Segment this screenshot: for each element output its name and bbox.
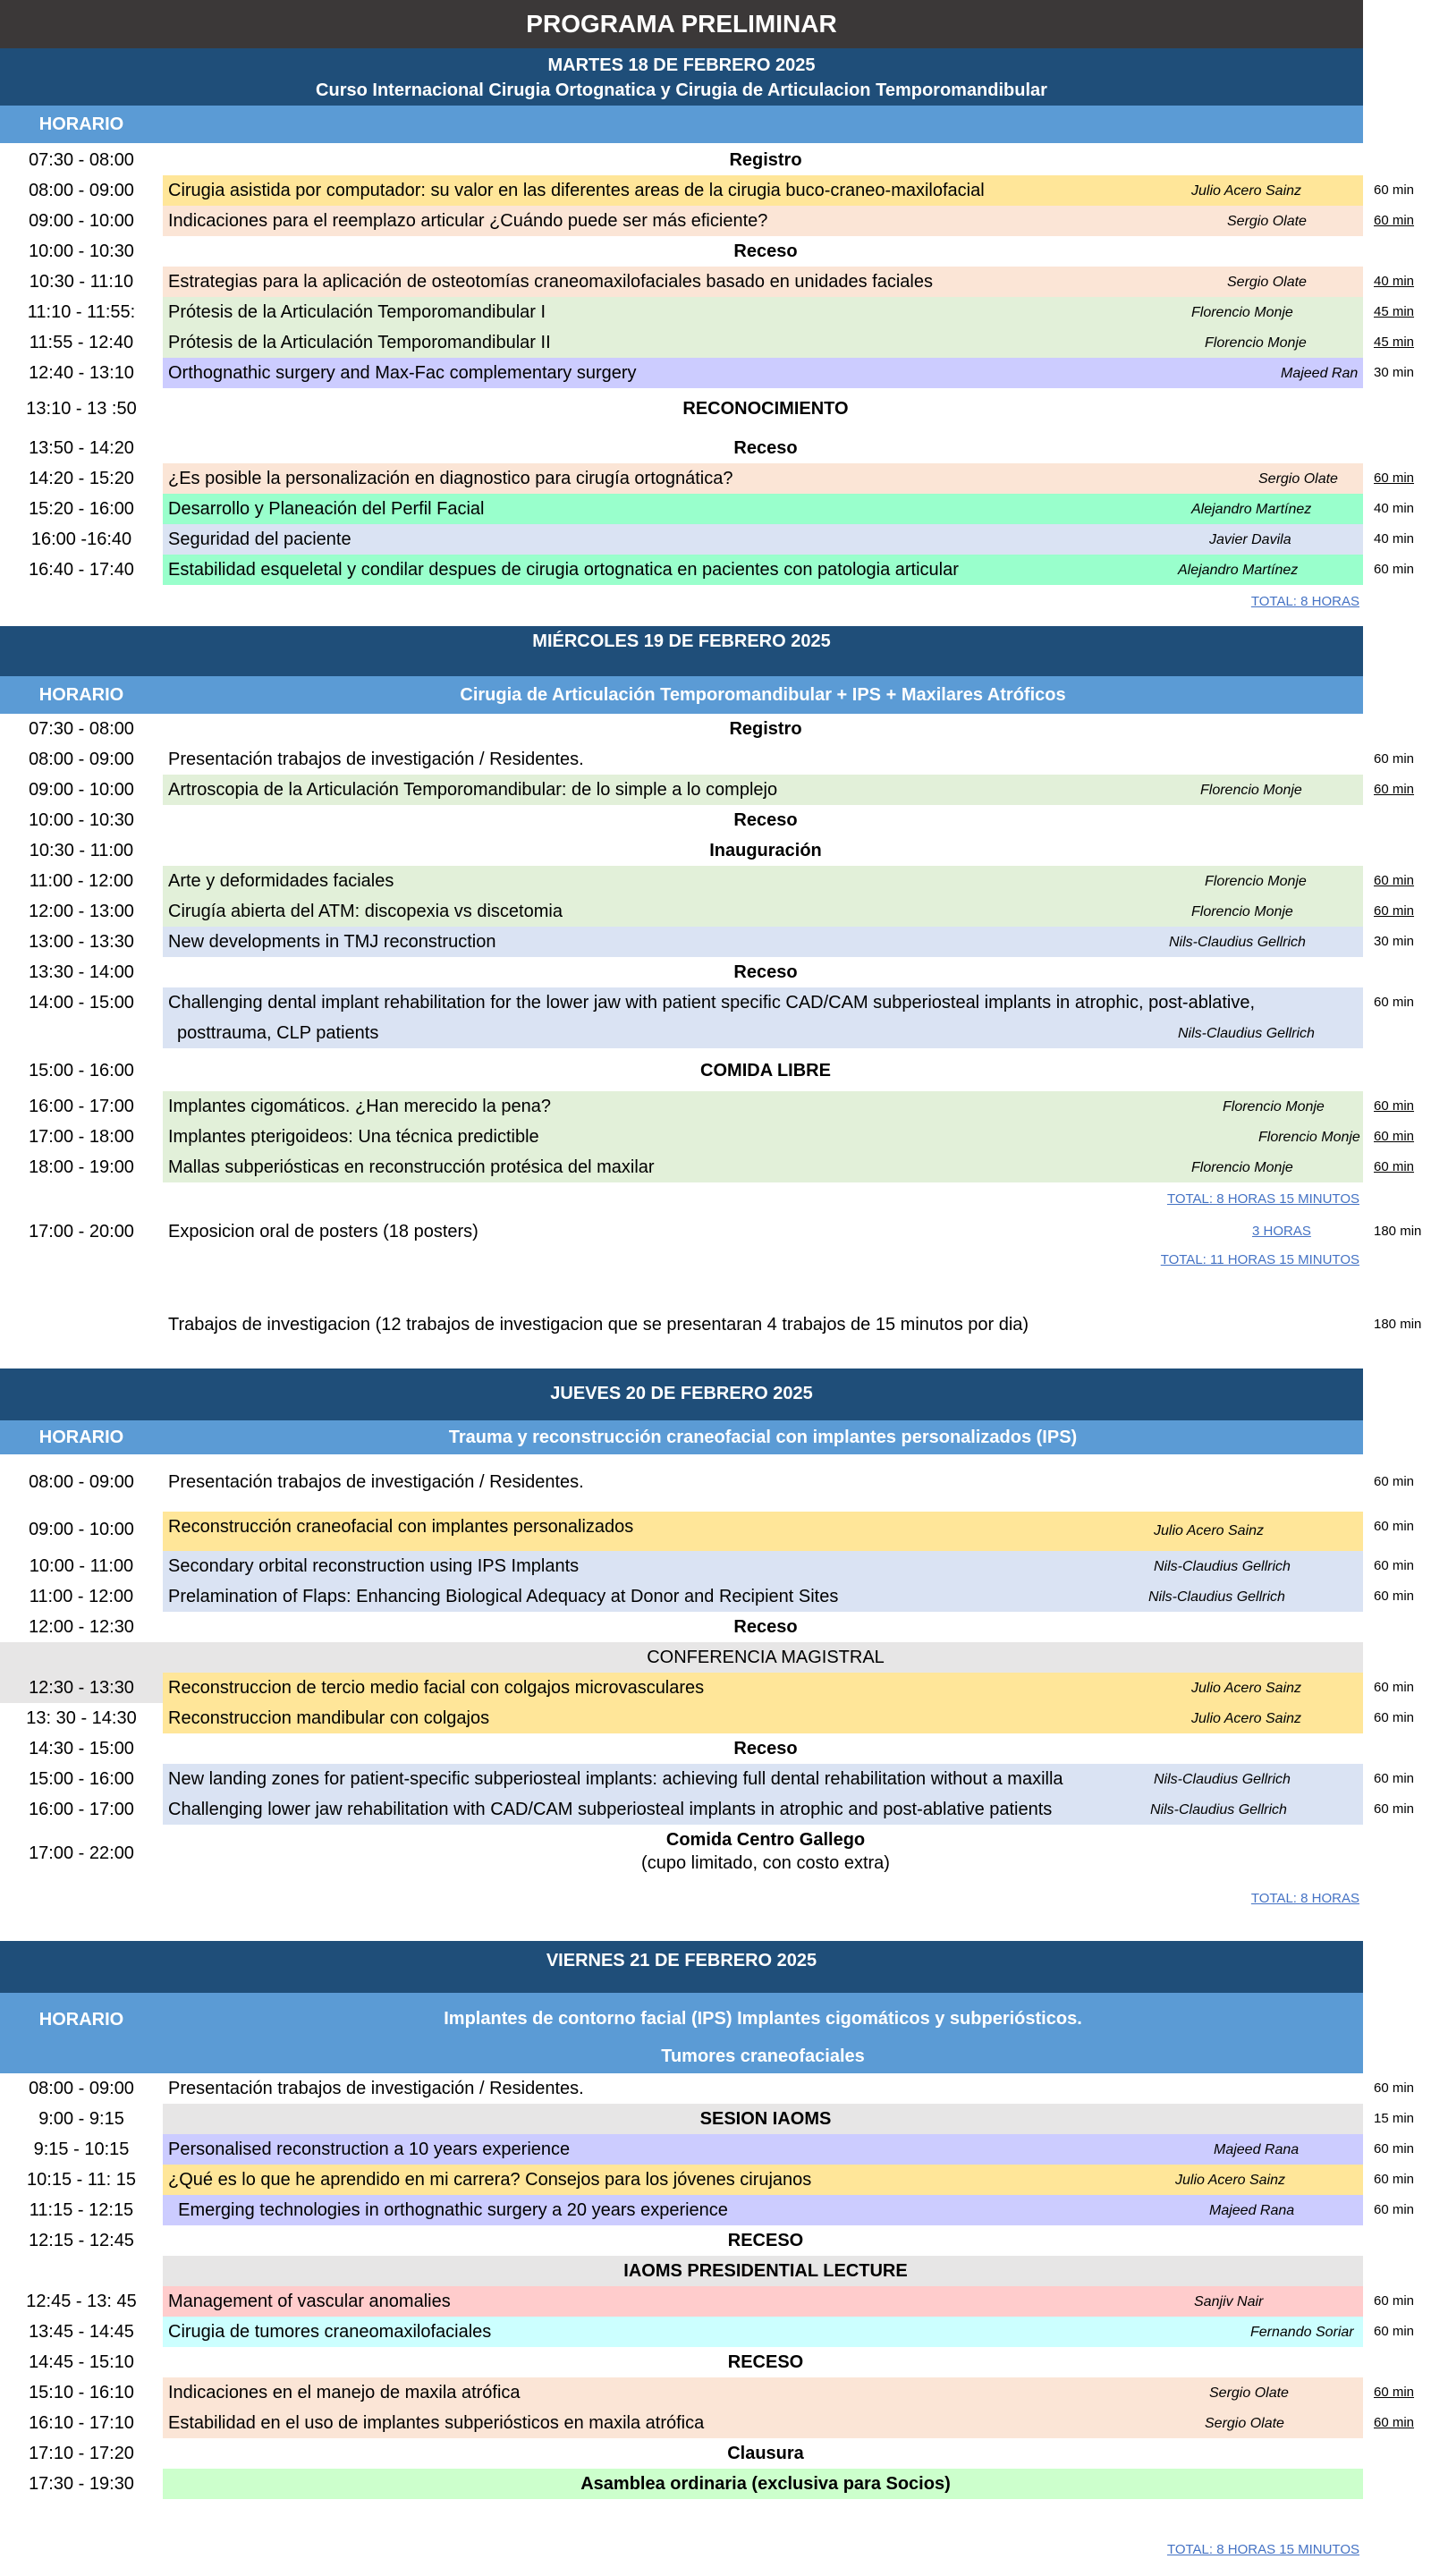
schedule-row: 09:00 - 10:00 Artroscopia de la Articulación Temporomandibular: de lo simple a lo complejo Florencio Monje 60 min: [0, 775, 1431, 805]
schedule-row: 16:00 - 17:00 Implantes cigomáticos. ¿Han merecido la pena? Florencio Monje 60 min: [0, 1091, 1431, 1122]
speaker: Nils-Claudius Gellrich: [1169, 935, 1306, 950]
speaker: Julio Acero Sainz: [1154, 1523, 1265, 1538]
speaker: Sergio Olate: [1227, 275, 1307, 290]
day3-subheader: HORARIO Trauma y reconstrucción craneofacial con implantes personalizados (IPS): [0, 1420, 1363, 1454]
schedule-row: 13:30 - 14:00 Receso: [29, 962, 798, 982]
schedule-row: 14:45 - 15:10 RECESO: [29, 2352, 804, 2372]
day2-total: TOTAL: 8 HORAS 15 MINUTOS: [1166, 1191, 1359, 1207]
speaker: Sergio Olate: [1205, 2416, 1284, 2431]
schedule-row: 09:00 - 10:00 Indicaciones para el reemplazo articular ¿Cuándo puede ser más eficiente? Sergio Olate 60 min: [0, 206, 1431, 236]
speaker: Nils-Claudius Gellrich: [1154, 1772, 1291, 1787]
schedule-row: 12:30 - 13:30 Reconstruccion de tercio medio facial con colgajos microvasculares Julio Acero Sainz 60 min: [0, 1673, 1431, 1703]
schedule-row: 14:30 - 15:00 Receso: [29, 1739, 798, 1758]
schedule-row: 15:10 - 16:10 Indicaciones en el manejo de maxila atrófica Sergio Olate 60 min: [0, 2377, 1431, 2408]
schedule-row: 15:00 - 16:00 New landing zones for patient-specific subperiosteal implants: achieving full dental rehabilitation without a maxilla Nils-Claudius Gellrich 60 min: [0, 1764, 1431, 1794]
day3-course: Trauma y reconstrucción craneofacial con implantes personalizados (IPS): [448, 1428, 1078, 1447]
schedule-row: 14:20 - 15:20 ¿Es posible la personalización en diagnostico para cirugía ortognática? Sergio Olate 60 min: [0, 463, 1431, 494]
schedule-row: 08:00 - 09:00 Presentación trabajos de investigación / Residentes. 60 min: [29, 1472, 1415, 1492]
day4-subheader: HORARIO Implantes de contorno facial (IPS) Implantes cigomáticos y subperiósticos. Tumores craneofaciales: [0, 1993, 1363, 2073]
schedule-row: 08:00 - 09:00 Presentación trabajos de investigación / Residentes. 60 min: [29, 2079, 1415, 2098]
schedule-row: 17:30 - 19:30 Asamblea ordinaria (exclusiva para Socios): [0, 2469, 1431, 2499]
schedule-row: 12:40 - 13:10 Orthognathic surgery and Max-Fac complementary surgery Majeed Ran 30 min: [0, 358, 1431, 388]
schedule-row: 11:00 - 12:00 Arte y deformidades faciales Florencio Monje 60 min: [0, 866, 1431, 896]
speaker: Fernando Soriar: [1250, 2325, 1354, 2340]
schedule-row: 13:10 - 13 :50 RECONOCIMIENTO: [26, 399, 849, 419]
day4-course-2: Tumores craneofaciales: [661, 2046, 865, 2066]
day1-course: Curso Internacional Cirugia Ortognatica y Cirugia de Articulacion Temporomandibular: [316, 80, 1047, 100]
speaker: Alejandro Martínez: [1191, 502, 1312, 517]
schedule-row: 11:10 - 11:55: Prótesis de la Articulación Temporomandibular I Florencio Monje 45 min: [0, 297, 1431, 327]
speaker: Nils-Claudius Gellrich: [1148, 1589, 1285, 1605]
schedule-row: 15:00 - 16:00 COMIDA LIBRE: [29, 1061, 831, 1080]
schedule-row: 08:00 - 09:00 Cirugia asistida por computador: su valor en las diferentes areas de la cirugia buco-craneo-maxilofacial Julio Acero Sainz 60 min: [0, 175, 1431, 206]
schedule-row: 12:00 - 12:30 Receso: [29, 1617, 798, 1637]
speaker: Florencio Monje: [1191, 1160, 1293, 1175]
page-title: PROGRAMA PRELIMINAR: [0, 0, 1363, 48]
speaker: Julio Acero Sainz: [1191, 1681, 1302, 1696]
day4-header: VIERNES 21 DE FEBRERO 2025: [0, 1941, 1363, 1993]
speaker: Sergio Olate: [1209, 2385, 1289, 2401]
speaker: Florencio Monje: [1258, 1130, 1360, 1145]
speaker: Majeed Ran: [1281, 366, 1359, 381]
speaker: Nils-Claudius Gellrich: [1178, 1026, 1315, 1041]
posters-row: 17:00 - 20:00 Exposicion oral de posters (18 posters) 3 HORAS 180 min: [29, 1222, 1422, 1241]
day2-subheader: HORARIO Cirugia de Articulación Temporomandibular + IPS + Maxilares Atróficos: [0, 676, 1363, 714]
speaker: Julio Acero Sainz: [1191, 183, 1302, 199]
schedule-row: 11:55 - 12:40 Prótesis de la Articulación Temporomandibular II Florencio Monje 45 min: [0, 327, 1431, 358]
day4-course: Implantes de contorno facial (IPS) Implantes cigomáticos y subperiósticos.: [444, 2009, 1082, 2029]
speaker: Julio Acero Sainz: [1191, 1711, 1302, 1726]
schedule-row: 10:00 - 10:30 Receso: [29, 242, 798, 261]
day4-total: TOTAL: 8 HORAS 15 MINUTOS: [1166, 2542, 1359, 2557]
speaker: Javier Davila: [1209, 532, 1291, 547]
schedule-row: 17:00 - 18:00 Implantes pterigoideos: Una técnica predictible Florencio Monje 60 min: [0, 1122, 1431, 1152]
speaker: Florencio Monje: [1223, 1099, 1325, 1114]
day3-header: JUEVES 20 DE FEBRERO 2025: [0, 1368, 1363, 1420]
day3-total: TOTAL: 8 HORAS: [1250, 1891, 1359, 1906]
day2-header: MIÉRCOLES 19 DE FEBRERO 2025: [0, 626, 1363, 676]
schedule-row: 12:00 - 13:00 Cirugía abierta del ATM: discopexia vs discetomia Florencio Monje 60 min: [0, 896, 1431, 927]
schedule-row: 9:15 - 10:15 Personalised reconstruction a 10 years experience Majeed Rana 60 min: [0, 2134, 1431, 2165]
schedule-row: 14:00 - 15:00 Challenging dental implant rehabilitation for the lower jaw with patient specific CAD/CAM subperiosteal implants in atrophic, post-ablative, posttrauma, CLP patients Nils-Claudius Gellrich 60 min: [0, 987, 1431, 1048]
schedule-row: 13:00 - 13:30 New developments in TMJ reconstruction Nils-Claudius Gellrich 30 min: [0, 927, 1431, 957]
schedule-row: 16:00 - 17:00 Challenging lower jaw rehabilitation with CAD/CAM subperiosteal implants in atrophic and post-ablative patients Nils-Claudius Gellrich 60 min: [0, 1794, 1431, 1825]
schedule-row: 17:00 - 22:00 Comida Centro Gallego (cupo limitado, con costo extra): [29, 1830, 890, 1873]
speaker: Florencio Monje: [1205, 874, 1307, 889]
speaker: Nils-Claudius Gellrich: [1150, 1802, 1287, 1818]
schedule-row: 12:45 - 13: 45 Management of vascular anomalies Sanjiv Nair 60 min: [0, 2286, 1431, 2317]
schedule-row: 08:00 - 09:00 Presentación trabajos de investigación / Residentes. 60 min: [29, 750, 1415, 769]
schedule-row: 10:00 - 11:00 Secondary orbital reconstruction using IPS Implants Nils-Claudius Gellrich 60 min: [0, 1551, 1431, 1581]
schedule-row: IAOMS PRESIDENTIAL LECTURE: [0, 2256, 1431, 2286]
schedule-row: 13:45 - 14:45 Cirugia de tumores craneomaxilofaciales Fernando Soriar 60 min: [0, 2317, 1431, 2347]
day2-total-2: TOTAL: 11 HORAS 15 MINUTOS: [1160, 1252, 1359, 1267]
speaker: Julio Acero Sainz: [1175, 2173, 1286, 2188]
speaker: Majeed Rana: [1214, 2142, 1300, 2157]
speaker: Sergio Olate: [1227, 214, 1307, 229]
speaker: Sanjiv Nair: [1194, 2294, 1264, 2309]
speaker: Majeed Rana: [1209, 2203, 1295, 2218]
schedule-row: 16:00 -16:40 Seguridad del paciente Javier Davila 40 min: [0, 524, 1431, 555]
speaker: Nils-Claudius Gellrich: [1154, 1559, 1291, 1574]
speaker: Alejandro Martínez: [1178, 563, 1299, 578]
schedule-row: 17:10 - 17:20 Clausura: [29, 2444, 804, 2463]
schedule-row: 11:15 - 12:15 Emerging technologies in orthognathic surgery a 20 years experience Majeed Rana 60 min: [0, 2195, 1431, 2225]
speaker: Florencio Monje: [1200, 783, 1302, 798]
schedule-row: 07:30 - 08:00 Registro: [29, 150, 802, 170]
speaker: Florencio Monje: [1191, 305, 1293, 320]
speaker: Sergio Olate: [1258, 471, 1338, 487]
schedule-row: 13: 30 - 14:30 Reconstruccion mandibular con colgajos Julio Acero Sainz 60 min: [0, 1703, 1431, 1733]
schedule-row: 11:00 - 12:00 Prelamination of Flaps: Enhancing Biological Adequacy at Donor and Recipient Sites Nils-Claudius Gellrich 60 min: [0, 1581, 1431, 1612]
schedule-row: 09:00 - 10:00 Reconstrucción craneofacial con implantes personalizados Julio Acero Sainz 60 min: [0, 1512, 1431, 1551]
day1-total: TOTAL: 8 HORAS: [1250, 594, 1359, 609]
day1-header: [0, 48, 1363, 106]
schedule-row: 9:00 - 9:15 SESION IAOMS 15 min: [0, 2104, 1431, 2134]
day1-date: MARTES 18 DE FEBRERO 2025: [547, 55, 816, 75]
schedule-row: 12:15 - 12:45 RECESO: [29, 2231, 804, 2250]
schedule-row: 10:30 - 11:10 Estrategias para la aplicación de osteotomías craneomaxilofaciales basado en unidades faciales Sergio Olate 40 min: [0, 267, 1431, 297]
schedule-row: 15:20 - 16:00 Desarrollo y Planeación del Perfil Facial Alejandro Martínez 40 min: [0, 494, 1431, 524]
schedule-row: 10:30 - 11:00 Inauguración: [29, 841, 822, 860]
schedule-row: 07:30 - 08:00 Registro: [29, 719, 802, 739]
schedule-row: 10:00 - 10:30 Receso: [29, 810, 798, 830]
horario-label: HORARIO: [38, 114, 124, 134]
schedule-row: 18:00 - 19:00 Mallas subperiósticas en reconstrucción protésica del maxilar Florencio Monje 60 min: [0, 1152, 1431, 1182]
schedule-row: 16:10 - 17:10 Estabilidad en el uso de implantes subperiósticos en maxila atrófica Sergio Olate 60 min: [0, 2408, 1431, 2438]
schedule-row: 10:15 - 11: 15 ¿Qué es lo que he aprendido en mi carrera? Consejos para los jóvenes cirujanos Julio Acero Sainz 60 min: [0, 2165, 1431, 2195]
schedule-row: 13:50 - 14:20 Receso: [29, 438, 798, 458]
research-row: Trabajos de investigacion (12 trabajos de investigacion que se presentaran 4 trabajos de 15 minutos por dia) 180 min: [168, 1315, 1422, 1335]
schedule-row: CONFERENCIA MAGISTRAL: [0, 1642, 1431, 1673]
day2-course: Cirugia de Articulación Temporomandibular + IPS + Maxilares Atróficos: [460, 685, 1066, 705]
day1-subheader: [0, 106, 1363, 143]
speaker: Florencio Monje: [1205, 335, 1307, 351]
schedule-row: 16:40 - 17:40 Estabilidad esqueletal y condilar despues de cirugia ortognatica en pacientes con patologia articular Alejandro Martínez 60 min: [0, 555, 1431, 585]
speaker: Florencio Monje: [1191, 904, 1293, 919]
